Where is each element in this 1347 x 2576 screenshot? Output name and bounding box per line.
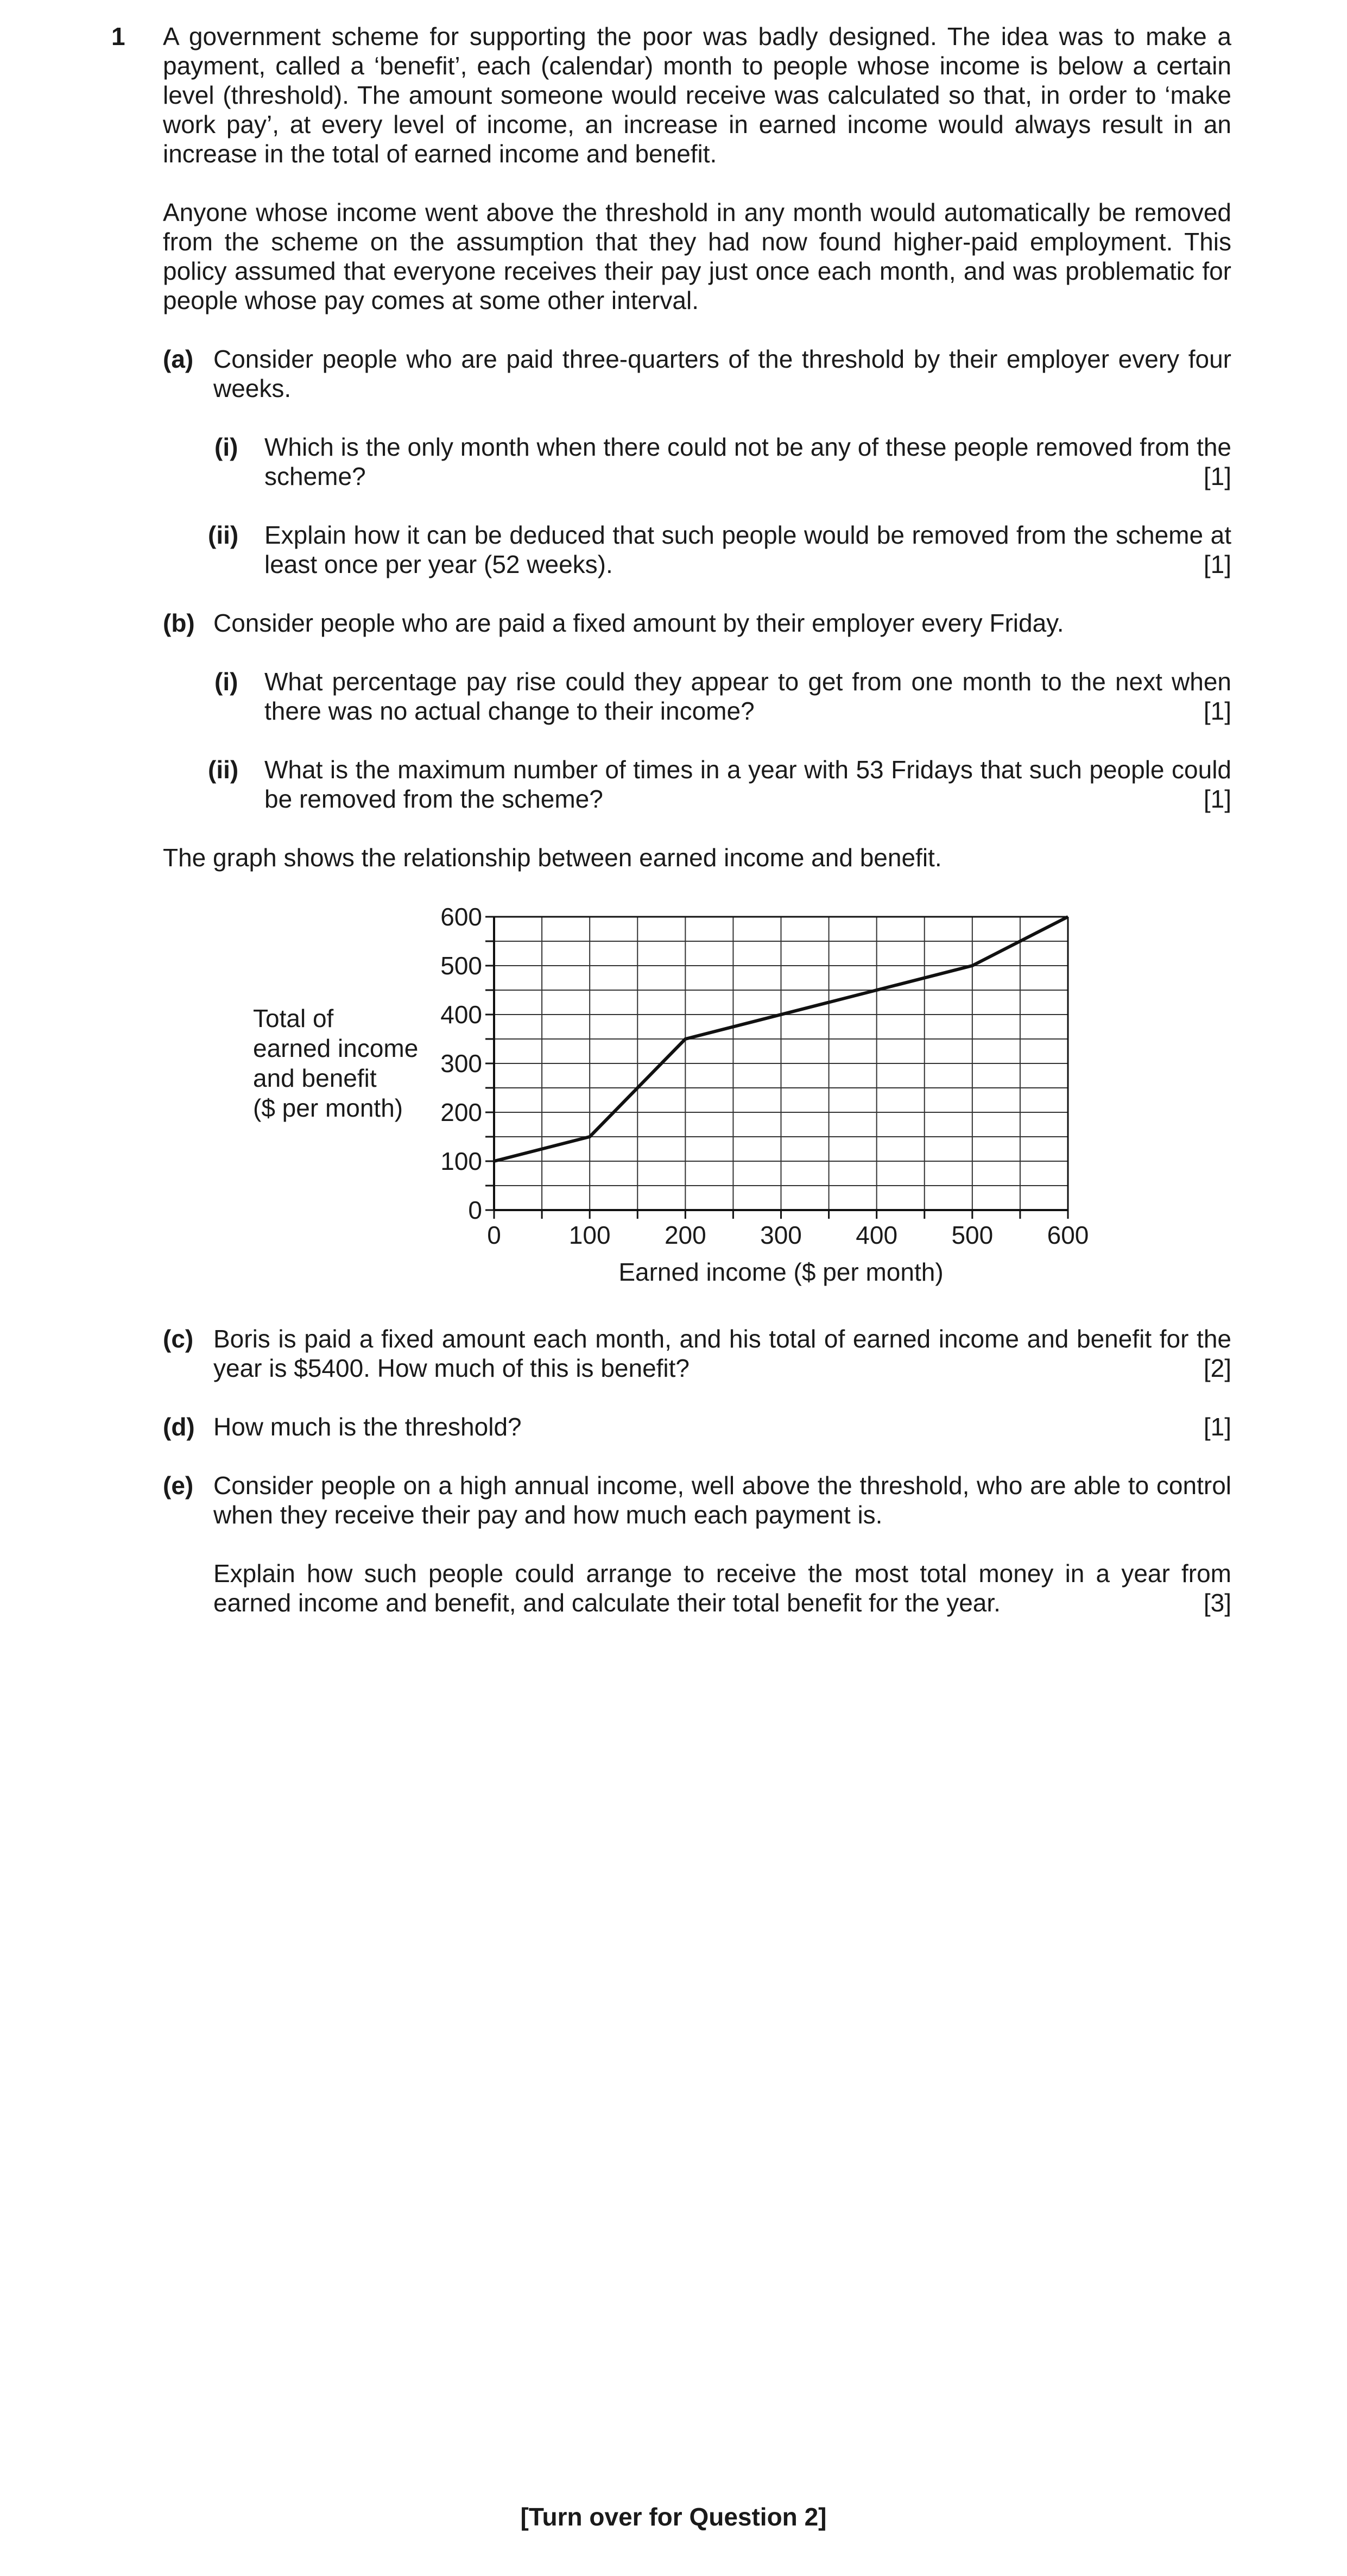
question-number: 1 (111, 22, 125, 51)
part-e-label: (e) (163, 1471, 194, 1500)
chart-ylabel-line-3: and benefit (253, 1064, 377, 1092)
chart-ylabel-line-1: Total of (253, 1004, 334, 1032)
x-tick-label: 500 (951, 1221, 994, 1249)
part-d-label: (d) (163, 1413, 195, 1441)
y-tick-label: 600 (440, 903, 482, 931)
x-axis-label: Earned income ($ per month) (618, 1258, 944, 1286)
graph-intro: The graph shows the relationship between earned income and benefit. (163, 843, 942, 872)
x-tick-label: 300 (760, 1221, 802, 1249)
intro-paragraph-1: A government scheme for supporting the poor was badly designed. The idea was to make a payment, called a ‘benefit’, each (calendar) month to people whose income is below a certain level (threshold). The amount someone would receive was calculated so that, in order to ‘make work pay’, at every level of income, an increase in earned income would always result in an increase in the total of earned income and benefit. (163, 22, 1231, 168)
x-tick-label: 100 (568, 1221, 611, 1249)
part-e-text-1: Consider people on a high annual income, well above the threshold, who are able to control when they receive their pay and how much each payment is. (213, 1471, 1231, 1529)
chart-ylabel-line-4: ($ per month) (253, 1094, 403, 1122)
part-c-text: Boris is paid a fixed amount each month, and his total of earned income and benefit for the year is $5400. How much of this is benefit? (213, 1325, 1231, 1382)
part-a-i-label: (i) (214, 433, 238, 461)
x-tick-label: 400 (856, 1221, 898, 1249)
part-a-ii-label: (ii) (208, 521, 239, 549)
part-c-mark: [2] (1203, 1354, 1231, 1382)
part-a-ii-text: Explain how it can be deduced that such people would be removed from the scheme at least once per year (52 weeks). (264, 521, 1231, 578)
y-tick-label: 0 (468, 1196, 482, 1224)
part-a-label: (a) (163, 345, 194, 373)
part-d-mark: [1] (1203, 1413, 1231, 1441)
part-b-label: (b) (163, 609, 195, 637)
part-a-ii-mark: [1] (1203, 550, 1231, 578)
part-a-i-text: Which is the only month when there could not be any of these people removed from the scheme? (264, 433, 1231, 490)
chart-labels (440, 903, 1089, 1286)
part-e-mark: [3] (1203, 1589, 1231, 1617)
part-b-text: Consider people who are paid a fixed amount by their employer every Friday. (213, 609, 1064, 637)
intro-paragraph-2: Anyone whose income went above the threshold in any month would automatically be removed from the scheme on the assumption that they had now found higher-paid employment. This policy assumed that everyone receives their pay just once each month, and was problematic for people whose pay comes at some other interval. (163, 198, 1231, 314)
part-e-text-2: Explain how such people could arrange to receive the most total money in a year from earned income and benefit, and calculate their total benefit for the year. (213, 1559, 1231, 1617)
part-b-ii-text: What is the maximum number of times in a year with 53 Fridays that such people could be removed from the scheme? (264, 755, 1231, 813)
part-b-i-mark: [1] (1203, 697, 1231, 725)
part-b-ii-label: (ii) (208, 755, 239, 784)
part-b-ii-mark: [1] (1203, 785, 1231, 813)
y-tick-label: 500 (440, 952, 482, 980)
part-a-i-mark: [1] (1203, 462, 1231, 490)
part-d-text: How much is the threshold? (213, 1413, 522, 1441)
chart-ylabel-line-2: earned income (253, 1034, 419, 1062)
y-tick-label: 100 (440, 1147, 482, 1175)
y-tick-label: 300 (440, 1049, 482, 1078)
x-tick-label: 200 (664, 1221, 706, 1249)
part-b-i-label: (i) (214, 667, 238, 696)
x-tick-label: 0 (487, 1221, 501, 1249)
part-a-text: Consider people who are paid three-quarters of the threshold by their employer every four weeks. (213, 345, 1231, 402)
part-b-i-text: What percentage pay rise could they appear to get from one month to the next when there was no actual change to their income? (264, 667, 1231, 725)
footer-turn-over: [Turn over for Question 2] (520, 2503, 827, 2531)
y-tick-label: 200 (440, 1098, 482, 1126)
y-tick-label: 400 (440, 1000, 482, 1029)
x-tick-label: 600 (1047, 1221, 1089, 1249)
part-c-label: (c) (163, 1325, 194, 1353)
